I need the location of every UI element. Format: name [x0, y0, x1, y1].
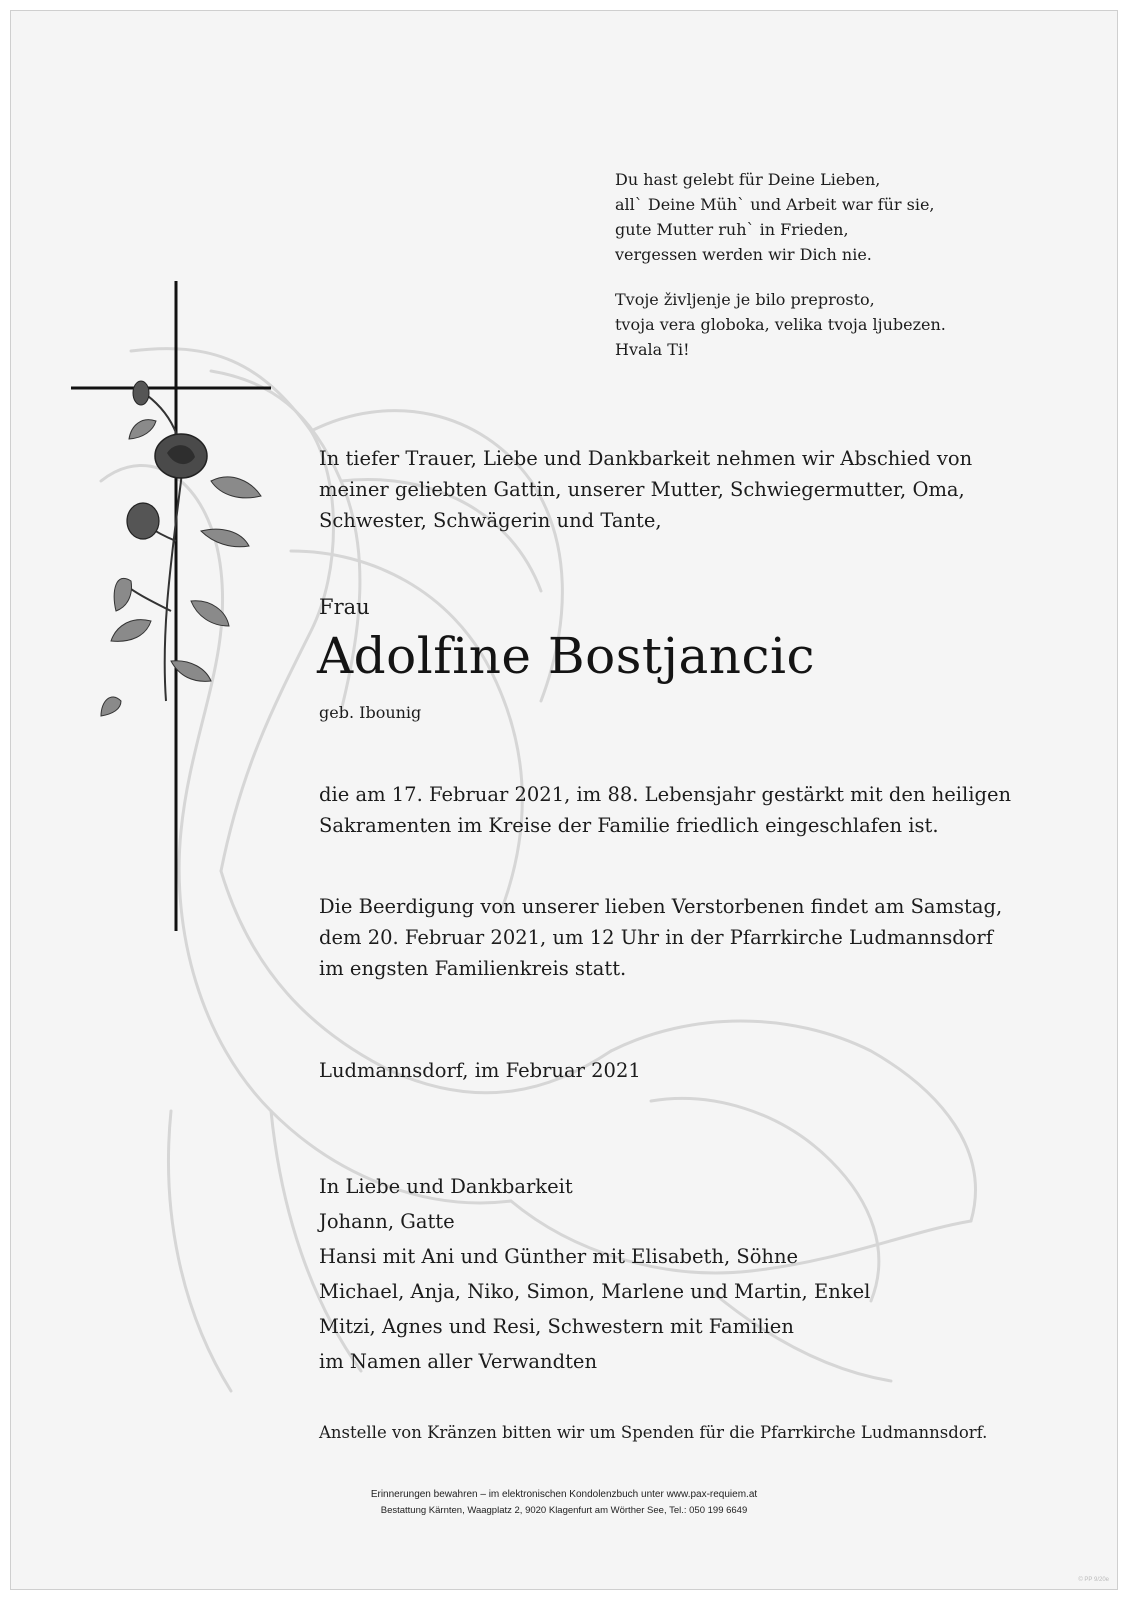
rose-icon: [101, 381, 261, 716]
signer-line: Michael, Anja, Niko, Simon, Marlene und Martin, Enkel: [319, 1280, 871, 1303]
footer-address: Bestattung Kärnten, Waagplatz 2, 9020 Klagenfurt am Wörther See, Tel.: 050 199 6649: [380, 1505, 748, 1516]
poem-line: all` Deine Müh` und Arbeit war für sie,: [615, 195, 935, 214]
deceased-name: Adolfine Bostjancic: [317, 627, 816, 685]
poem-line: Hvala Ti!: [615, 340, 690, 359]
place-date: Ludmannsdorf, im Februar 2021: [319, 1059, 641, 1082]
poem-slovene: [615, 287, 946, 362]
poem-line: vergessen werden wir Dich nie.: [615, 245, 872, 264]
death-notice: [319, 779, 1011, 841]
funeral-line: Die Beerdigung von unserer lieben Verstorbenen findet am Samstag,: [319, 895, 1003, 918]
signer-line: Hansi mit Ani und Günther mit Elisabeth, Söhne: [319, 1245, 799, 1268]
intro-line: In tiefer Trauer, Liebe und Dankbarkeit nehmen wir Abschied von: [319, 447, 973, 470]
funeral-line: im engsten Familienkreis statt.: [319, 957, 627, 980]
poem-line: gute Mutter ruh` in Frieden,: [615, 220, 849, 239]
death-line: die am 17. Februar 2021, im 88. Lebensjahr gestärkt mit den heiligen: [319, 783, 1012, 806]
obituary-sheet: [10, 10, 1118, 1590]
salutation: Frau: [319, 595, 370, 619]
cross-icon: [71, 281, 271, 961]
poem-german: [615, 167, 935, 267]
donation-note: Anstelle von Kränzen bitten wir um Spenden für die Pfarrkirche Ludmannsdorf.: [319, 1423, 988, 1442]
poem-line: tvoja vera globoka, velika tvoja ljubezen.: [615, 315, 946, 334]
intro-line: meiner geliebten Gattin, unserer Mutter, Schwiegermutter, Oma,: [319, 478, 965, 501]
signers-list: [319, 1169, 870, 1379]
death-line: Sakramenten im Kreise der Familie friedlich eingeschlafen ist.: [319, 814, 939, 837]
intro-text: [319, 443, 972, 536]
poem-line: Du hast gelebt für Deine Lieben,: [615, 170, 881, 189]
signer-line: Johann, Gatte: [319, 1210, 455, 1233]
funeral-notice: [319, 891, 1002, 984]
poem-line: Tvoje življenje je bilo preprosto,: [615, 290, 875, 309]
footer-condolence-link[interactable]: Erinnerungen bewahren – im elektronischen Kondolenzbuch unter www.pax-requiem.at: [370, 1489, 758, 1500]
copyright-mark: © PP 9/20e: [1078, 1577, 1109, 1583]
birth-name: geb. Ibounig: [319, 703, 422, 722]
funeral-line: dem 20. Februar 2021, um 12 Uhr in der Pfarrkirche Ludmannsdorf: [319, 926, 993, 949]
signer-line: In Liebe und Dankbarkeit: [319, 1175, 573, 1198]
intro-line: Schwester, Schwägerin und Tante,: [319, 509, 662, 532]
signer-line: im Namen aller Verwandten: [319, 1350, 598, 1373]
signer-line: Mitzi, Agnes und Resi, Schwestern mit Familien: [319, 1315, 794, 1338]
